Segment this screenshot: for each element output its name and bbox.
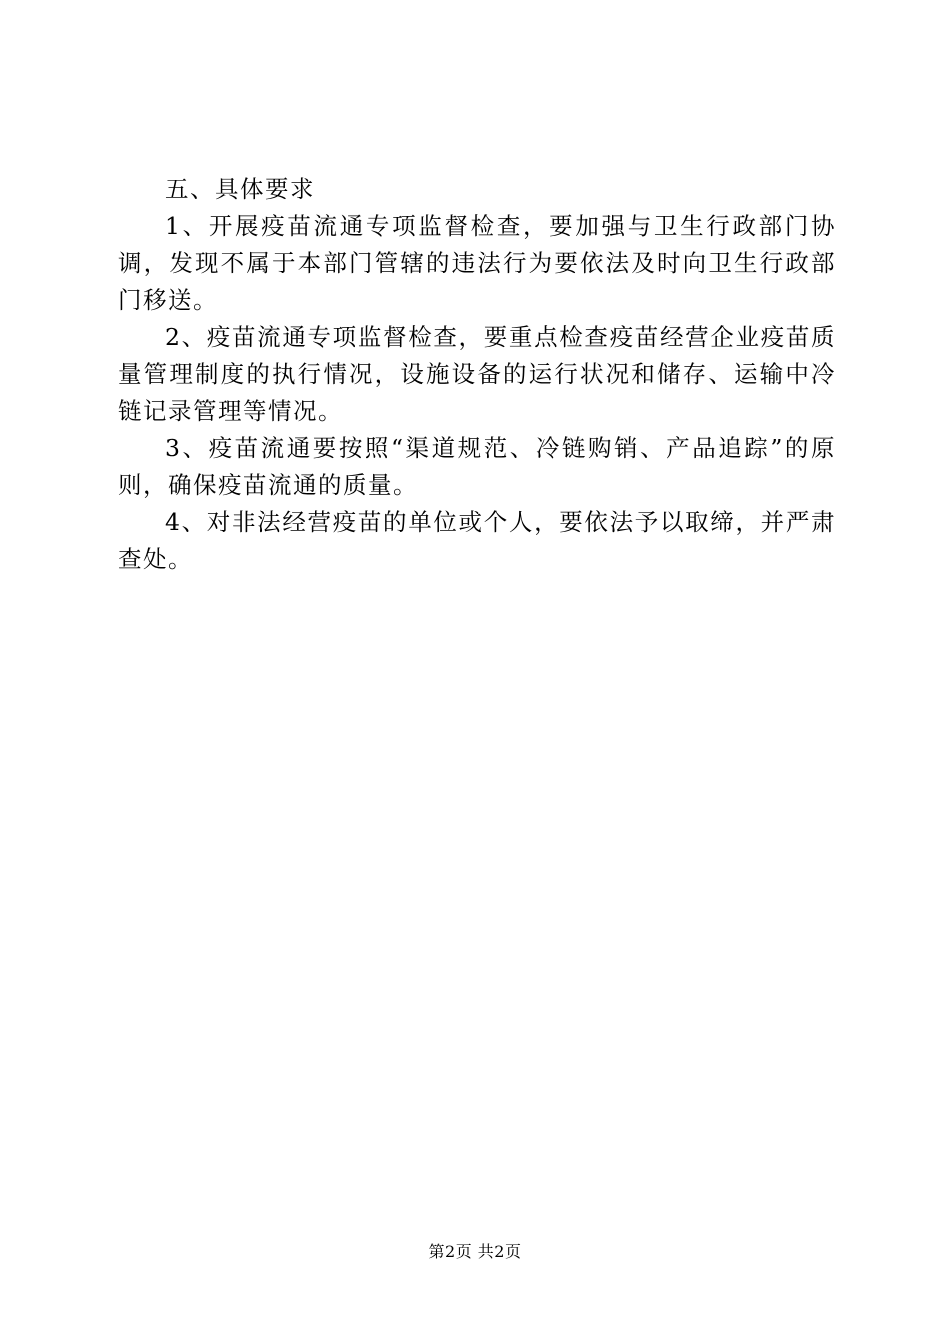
requirement-item-1: 1、开展疫苗流通专项监督检查，要加强与卫生行政部门协调，发现不属于本部门管辖的违法行为要依法及时向卫生行政部门移送。 (118, 212, 836, 314)
document-body (118, 171, 836, 578)
requirement-item-2: 2、疫苗流通专项监督检查，要重点检查疫苗经营企业疫苗质量管理制度的执行情况，设施设备的运行状况和储存、运输中冷链记录管理等情况。 (118, 323, 836, 425)
requirement-item-3: 3、疫苗流通要按照“渠道规范、冷链购销、产品追踪”的原则，确保疫苗流通的质量。 (118, 434, 836, 499)
requirement-item-4: 4、对非法经营疫苗的单位或个人，要依法予以取缔，并严肃查处。 (118, 508, 836, 573)
section-heading: 五、具体要求 (165, 175, 315, 203)
page-number-footer: 第2页 共2页 (428, 1242, 522, 1261)
